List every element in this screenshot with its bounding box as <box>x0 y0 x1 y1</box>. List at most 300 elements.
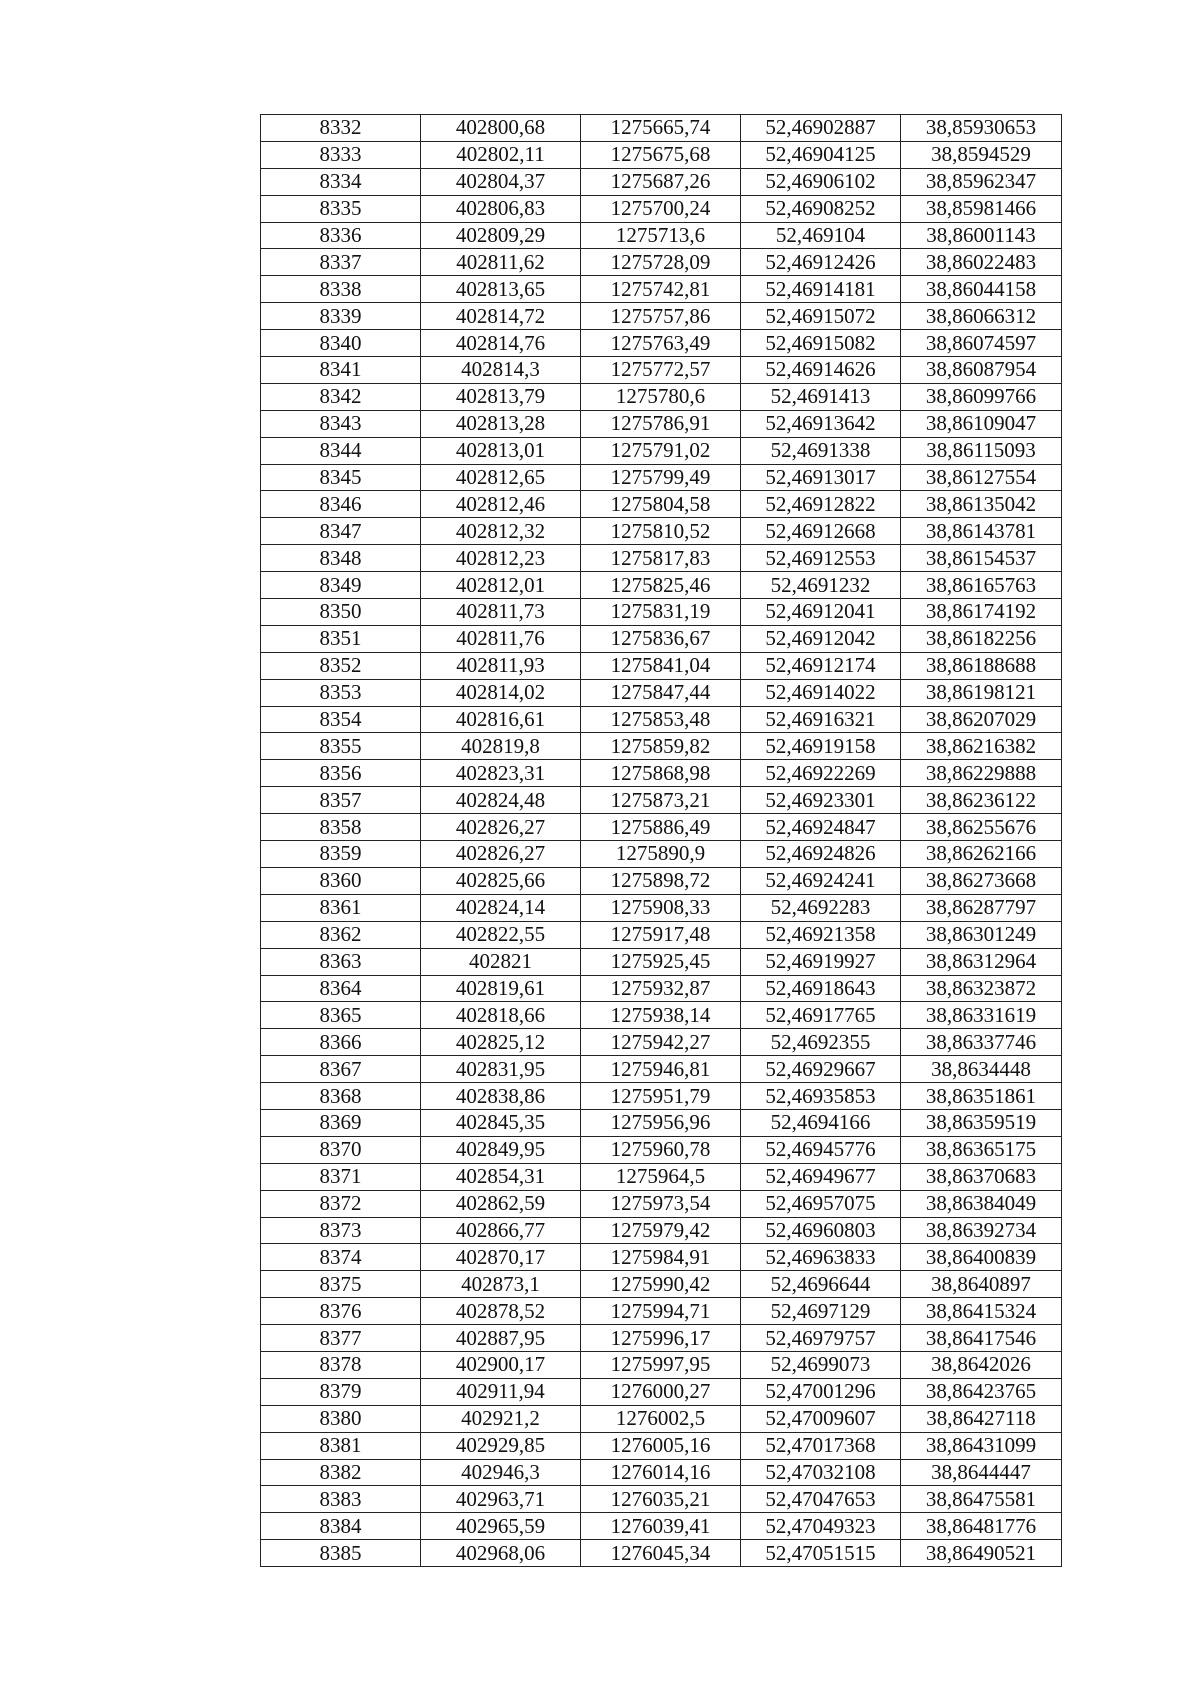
latitude-cell: 52,469104 <box>741 222 901 249</box>
latitude-cell: 52,4691232 <box>741 572 901 599</box>
point-number-cell: 8349 <box>261 572 421 599</box>
x-coordinate-cell: 402813,79 <box>421 383 581 410</box>
y-coordinate-cell: 1275772,57 <box>581 357 741 384</box>
table-row <box>261 706 1062 733</box>
point-number-cell: 8378 <box>261 1351 421 1378</box>
x-coordinate-cell: 402824,48 <box>421 787 581 814</box>
point-number-cell: 8360 <box>261 867 421 894</box>
latitude-cell: 52,46902887 <box>741 115 901 142</box>
x-coordinate-cell: 402814,3 <box>421 357 581 384</box>
y-coordinate-cell: 1276000,27 <box>581 1378 741 1405</box>
x-coordinate-cell: 402818,66 <box>421 1002 581 1029</box>
point-number-cell: 8385 <box>261 1540 421 1567</box>
x-coordinate-cell: 402963,71 <box>421 1486 581 1513</box>
longitude-cell: 38,86099766 <box>901 383 1062 410</box>
x-coordinate-cell: 402819,8 <box>421 733 581 760</box>
longitude-cell: 38,8634448 <box>901 1056 1062 1083</box>
latitude-cell: 52,46904125 <box>741 141 901 168</box>
x-coordinate-cell: 402821 <box>421 948 581 975</box>
x-coordinate-cell: 402825,66 <box>421 867 581 894</box>
y-coordinate-cell: 1276014,16 <box>581 1459 741 1486</box>
table-row <box>261 760 1062 787</box>
point-number-cell: 8356 <box>261 760 421 787</box>
longitude-cell: 38,86481776 <box>901 1513 1062 1540</box>
x-coordinate-cell: 402823,31 <box>421 760 581 787</box>
x-coordinate-cell: 402811,73 <box>421 599 581 626</box>
y-coordinate-cell: 1275853,48 <box>581 706 741 733</box>
latitude-cell: 52,46919158 <box>741 733 901 760</box>
point-number-cell: 8377 <box>261 1325 421 1352</box>
y-coordinate-cell: 1275951,79 <box>581 1083 741 1110</box>
longitude-cell: 38,86174192 <box>901 599 1062 626</box>
latitude-cell: 52,46908252 <box>741 195 901 222</box>
longitude-cell: 38,86127554 <box>901 464 1062 491</box>
latitude-cell: 52,46914022 <box>741 679 901 706</box>
latitude-cell: 52,46914181 <box>741 276 901 303</box>
longitude-cell: 38,86384049 <box>901 1190 1062 1217</box>
y-coordinate-cell: 1275825,46 <box>581 572 741 599</box>
y-coordinate-cell: 1275994,71 <box>581 1298 741 1325</box>
longitude-cell: 38,86262166 <box>901 841 1062 868</box>
y-coordinate-cell: 1276045,34 <box>581 1540 741 1567</box>
y-coordinate-cell: 1275791,02 <box>581 437 741 464</box>
latitude-cell: 52,4691413 <box>741 383 901 410</box>
point-number-cell: 8380 <box>261 1405 421 1432</box>
y-coordinate-cell: 1275841,04 <box>581 652 741 679</box>
latitude-cell: 52,4692283 <box>741 894 901 921</box>
x-coordinate-cell: 402887,95 <box>421 1325 581 1352</box>
y-coordinate-cell: 1276035,21 <box>581 1486 741 1513</box>
y-coordinate-cell: 1275956,96 <box>581 1109 741 1136</box>
longitude-cell: 38,86074597 <box>901 330 1062 357</box>
table-row <box>261 1271 1062 1298</box>
point-number-cell: 8358 <box>261 814 421 841</box>
longitude-cell: 38,86490521 <box>901 1540 1062 1567</box>
x-coordinate-cell: 402849,95 <box>421 1136 581 1163</box>
x-coordinate-cell: 402866,77 <box>421 1217 581 1244</box>
y-coordinate-cell: 1275917,48 <box>581 921 741 948</box>
x-coordinate-cell: 402813,01 <box>421 437 581 464</box>
longitude-cell: 38,85930653 <box>901 115 1062 142</box>
y-coordinate-cell: 1275984,91 <box>581 1244 741 1271</box>
latitude-cell: 52,4699073 <box>741 1351 901 1378</box>
longitude-cell: 38,8594529 <box>901 141 1062 168</box>
x-coordinate-cell: 402831,95 <box>421 1056 581 1083</box>
x-coordinate-cell: 402825,12 <box>421 1029 581 1056</box>
point-number-cell: 8335 <box>261 195 421 222</box>
table-row <box>261 1056 1062 1083</box>
y-coordinate-cell: 1276005,16 <box>581 1432 741 1459</box>
x-coordinate-cell: 402814,72 <box>421 303 581 330</box>
table-row <box>261 1163 1062 1190</box>
point-number-cell: 8334 <box>261 168 421 195</box>
latitude-cell: 52,46919927 <box>741 948 901 975</box>
y-coordinate-cell: 1275700,24 <box>581 195 741 222</box>
point-number-cell: 8366 <box>261 1029 421 1056</box>
x-coordinate-cell: 402804,37 <box>421 168 581 195</box>
point-number-cell: 8345 <box>261 464 421 491</box>
table-row <box>261 975 1062 1002</box>
table-row <box>261 1244 1062 1271</box>
y-coordinate-cell: 1276002,5 <box>581 1405 741 1432</box>
point-number-cell: 8342 <box>261 383 421 410</box>
point-number-cell: 8341 <box>261 357 421 384</box>
longitude-cell: 38,86109047 <box>901 410 1062 437</box>
table-row <box>261 599 1062 626</box>
longitude-cell: 38,86287797 <box>901 894 1062 921</box>
longitude-cell: 38,86475581 <box>901 1486 1062 1513</box>
latitude-cell: 52,46917765 <box>741 1002 901 1029</box>
x-coordinate-cell: 402854,31 <box>421 1163 581 1190</box>
point-number-cell: 8340 <box>261 330 421 357</box>
table-row <box>261 330 1062 357</box>
latitude-cell: 52,46957075 <box>741 1190 901 1217</box>
x-coordinate-cell: 402812,01 <box>421 572 581 599</box>
coordinates-table-body <box>261 115 1062 1567</box>
y-coordinate-cell: 1275847,44 <box>581 679 741 706</box>
y-coordinate-cell: 1275786,91 <box>581 410 741 437</box>
x-coordinate-cell: 402811,76 <box>421 625 581 652</box>
longitude-cell: 38,86323872 <box>901 975 1062 1002</box>
latitude-cell: 52,47009607 <box>741 1405 901 1432</box>
latitude-cell: 52,46921358 <box>741 921 901 948</box>
longitude-cell: 38,86001143 <box>901 222 1062 249</box>
longitude-cell: 38,86216382 <box>901 733 1062 760</box>
y-coordinate-cell: 1275763,49 <box>581 330 741 357</box>
longitude-cell: 38,86301249 <box>901 921 1062 948</box>
y-coordinate-cell: 1275810,52 <box>581 518 741 545</box>
table-row <box>261 1540 1062 1567</box>
x-coordinate-cell: 402813,28 <box>421 410 581 437</box>
table-row <box>261 141 1062 168</box>
y-coordinate-cell: 1275898,72 <box>581 867 741 894</box>
longitude-cell: 38,86392734 <box>901 1217 1062 1244</box>
latitude-cell: 52,46963833 <box>741 1244 901 1271</box>
latitude-cell: 52,46935853 <box>741 1083 901 1110</box>
latitude-cell: 52,46924241 <box>741 867 901 894</box>
longitude-cell: 38,86188688 <box>901 652 1062 679</box>
table-row <box>261 625 1062 652</box>
table-row <box>261 733 1062 760</box>
table-row <box>261 867 1062 894</box>
table-row <box>261 1029 1062 1056</box>
point-number-cell: 8352 <box>261 652 421 679</box>
table-row <box>261 222 1062 249</box>
x-coordinate-cell: 402845,35 <box>421 1109 581 1136</box>
table-row <box>261 1002 1062 1029</box>
x-coordinate-cell: 402812,65 <box>421 464 581 491</box>
longitude-cell: 38,86087954 <box>901 357 1062 384</box>
point-number-cell: 8354 <box>261 706 421 733</box>
table-row <box>261 276 1062 303</box>
latitude-cell: 52,46913017 <box>741 464 901 491</box>
latitude-cell: 52,46912553 <box>741 545 901 572</box>
table-row <box>261 545 1062 572</box>
point-number-cell: 8355 <box>261 733 421 760</box>
latitude-cell: 52,46912174 <box>741 652 901 679</box>
latitude-cell: 52,47001296 <box>741 1378 901 1405</box>
latitude-cell: 52,46945776 <box>741 1136 901 1163</box>
longitude-cell: 38,86022483 <box>901 249 1062 276</box>
latitude-cell: 52,46912426 <box>741 249 901 276</box>
latitude-cell: 52,47047653 <box>741 1486 901 1513</box>
latitude-cell: 52,47032108 <box>741 1459 901 1486</box>
table-row <box>261 357 1062 384</box>
latitude-cell: 52,46924847 <box>741 814 901 841</box>
table-row <box>261 464 1062 491</box>
point-number-cell: 8333 <box>261 141 421 168</box>
x-coordinate-cell: 402819,61 <box>421 975 581 1002</box>
point-number-cell: 8374 <box>261 1244 421 1271</box>
y-coordinate-cell: 1275742,81 <box>581 276 741 303</box>
x-coordinate-cell: 402968,06 <box>421 1540 581 1567</box>
latitude-cell: 52,46979757 <box>741 1325 901 1352</box>
latitude-cell: 52,46914626 <box>741 357 901 384</box>
x-coordinate-cell: 402921,2 <box>421 1405 581 1432</box>
point-number-cell: 8339 <box>261 303 421 330</box>
x-coordinate-cell: 402814,76 <box>421 330 581 357</box>
y-coordinate-cell: 1275687,26 <box>581 168 741 195</box>
longitude-cell: 38,86427118 <box>901 1405 1062 1432</box>
x-coordinate-cell: 402838,86 <box>421 1083 581 1110</box>
y-coordinate-cell: 1275908,33 <box>581 894 741 921</box>
point-number-cell: 8371 <box>261 1163 421 1190</box>
point-number-cell: 8383 <box>261 1486 421 1513</box>
longitude-cell: 38,86365175 <box>901 1136 1062 1163</box>
point-number-cell: 8362 <box>261 921 421 948</box>
y-coordinate-cell: 1275713,6 <box>581 222 741 249</box>
point-number-cell: 8357 <box>261 787 421 814</box>
y-coordinate-cell: 1275997,95 <box>581 1351 741 1378</box>
y-coordinate-cell: 1275942,27 <box>581 1029 741 1056</box>
longitude-cell: 38,86198121 <box>901 679 1062 706</box>
point-number-cell: 8369 <box>261 1109 421 1136</box>
longitude-cell: 38,86331619 <box>901 1002 1062 1029</box>
longitude-cell: 38,86273668 <box>901 867 1062 894</box>
y-coordinate-cell: 1275817,83 <box>581 545 741 572</box>
table-row <box>261 1351 1062 1378</box>
point-number-cell: 8373 <box>261 1217 421 1244</box>
point-number-cell: 8350 <box>261 599 421 626</box>
point-number-cell: 8337 <box>261 249 421 276</box>
x-coordinate-cell: 402811,93 <box>421 652 581 679</box>
x-coordinate-cell: 402878,52 <box>421 1298 581 1325</box>
longitude-cell: 38,86044158 <box>901 276 1062 303</box>
x-coordinate-cell: 402826,27 <box>421 841 581 868</box>
longitude-cell: 38,86229888 <box>901 760 1062 787</box>
x-coordinate-cell: 402812,32 <box>421 518 581 545</box>
y-coordinate-cell: 1275831,19 <box>581 599 741 626</box>
table-row <box>261 921 1062 948</box>
x-coordinate-cell: 402814,02 <box>421 679 581 706</box>
y-coordinate-cell: 1275979,42 <box>581 1217 741 1244</box>
y-coordinate-cell: 1275780,6 <box>581 383 741 410</box>
x-coordinate-cell: 402806,83 <box>421 195 581 222</box>
x-coordinate-cell: 402812,23 <box>421 545 581 572</box>
y-coordinate-cell: 1275859,82 <box>581 733 741 760</box>
latitude-cell: 52,47017368 <box>741 1432 901 1459</box>
point-number-cell: 8332 <box>261 115 421 142</box>
point-number-cell: 8381 <box>261 1432 421 1459</box>
y-coordinate-cell: 1275932,87 <box>581 975 741 1002</box>
table-row <box>261 1432 1062 1459</box>
y-coordinate-cell: 1275964,5 <box>581 1163 741 1190</box>
longitude-cell: 38,86423765 <box>901 1378 1062 1405</box>
longitude-cell: 38,86066312 <box>901 303 1062 330</box>
longitude-cell: 38,86236122 <box>901 787 1062 814</box>
y-coordinate-cell: 1275836,67 <box>581 625 741 652</box>
latitude-cell: 52,46949677 <box>741 1163 901 1190</box>
x-coordinate-cell: 402946,3 <box>421 1459 581 1486</box>
latitude-cell: 52,46916321 <box>741 706 901 733</box>
longitude-cell: 38,85981466 <box>901 195 1062 222</box>
table-row <box>261 437 1062 464</box>
x-coordinate-cell: 402813,65 <box>421 276 581 303</box>
point-number-cell: 8379 <box>261 1378 421 1405</box>
point-number-cell: 8375 <box>261 1271 421 1298</box>
table-row <box>261 1459 1062 1486</box>
table-row <box>261 948 1062 975</box>
point-number-cell: 8364 <box>261 975 421 1002</box>
point-number-cell: 8336 <box>261 222 421 249</box>
x-coordinate-cell: 402812,46 <box>421 491 581 518</box>
y-coordinate-cell: 1275990,42 <box>581 1271 741 1298</box>
longitude-cell: 38,8642026 <box>901 1351 1062 1378</box>
point-number-cell: 8361 <box>261 894 421 921</box>
latitude-cell: 52,46918643 <box>741 975 901 1002</box>
x-coordinate-cell: 402816,61 <box>421 706 581 733</box>
y-coordinate-cell: 1275868,98 <box>581 760 741 787</box>
table-row <box>261 787 1062 814</box>
longitude-cell: 38,86337746 <box>901 1029 1062 1056</box>
x-coordinate-cell: 402870,17 <box>421 1244 581 1271</box>
table-row <box>261 303 1062 330</box>
latitude-cell: 52,47051515 <box>741 1540 901 1567</box>
y-coordinate-cell: 1275973,54 <box>581 1190 741 1217</box>
x-coordinate-cell: 402900,17 <box>421 1351 581 1378</box>
point-number-cell: 8365 <box>261 1002 421 1029</box>
y-coordinate-cell: 1276039,41 <box>581 1513 741 1540</box>
y-coordinate-cell: 1275728,09 <box>581 249 741 276</box>
latitude-cell: 52,46912041 <box>741 599 901 626</box>
latitude-cell: 52,46912822 <box>741 491 901 518</box>
table-row <box>261 1109 1062 1136</box>
point-number-cell: 8359 <box>261 841 421 868</box>
point-number-cell: 8347 <box>261 518 421 545</box>
x-coordinate-cell: 402826,27 <box>421 814 581 841</box>
latitude-cell: 52,4694166 <box>741 1109 901 1136</box>
x-coordinate-cell: 402822,55 <box>421 921 581 948</box>
longitude-cell: 38,86115093 <box>901 437 1062 464</box>
y-coordinate-cell: 1275665,74 <box>581 115 741 142</box>
point-number-cell: 8384 <box>261 1513 421 1540</box>
latitude-cell: 52,46915072 <box>741 303 901 330</box>
point-number-cell: 8367 <box>261 1056 421 1083</box>
x-coordinate-cell: 402862,59 <box>421 1190 581 1217</box>
latitude-cell: 52,46929667 <box>741 1056 901 1083</box>
table-row <box>261 894 1062 921</box>
point-number-cell: 8346 <box>261 491 421 518</box>
table-row <box>261 1325 1062 1352</box>
point-number-cell: 8344 <box>261 437 421 464</box>
table-row <box>261 841 1062 868</box>
x-coordinate-cell: 402811,62 <box>421 249 581 276</box>
x-coordinate-cell: 402824,14 <box>421 894 581 921</box>
point-number-cell: 8370 <box>261 1136 421 1163</box>
x-coordinate-cell: 402873,1 <box>421 1271 581 1298</box>
latitude-cell: 52,4692355 <box>741 1029 901 1056</box>
table-row <box>261 410 1062 437</box>
point-number-cell: 8382 <box>261 1459 421 1486</box>
longitude-cell: 38,8644447 <box>901 1459 1062 1486</box>
table-row <box>261 249 1062 276</box>
point-number-cell: 8351 <box>261 625 421 652</box>
latitude-cell: 52,46923301 <box>741 787 901 814</box>
table-row <box>261 383 1062 410</box>
table-row <box>261 1513 1062 1540</box>
longitude-cell: 38,86165763 <box>901 572 1062 599</box>
longitude-cell: 38,86154537 <box>901 545 1062 572</box>
longitude-cell: 38,86143781 <box>901 518 1062 545</box>
point-number-cell: 8348 <box>261 545 421 572</box>
y-coordinate-cell: 1275675,68 <box>581 141 741 168</box>
latitude-cell: 52,4691338 <box>741 437 901 464</box>
y-coordinate-cell: 1275946,81 <box>581 1056 741 1083</box>
latitude-cell: 52,46913642 <box>741 410 901 437</box>
y-coordinate-cell: 1275799,49 <box>581 464 741 491</box>
table-row <box>261 518 1062 545</box>
table-row <box>261 679 1062 706</box>
y-coordinate-cell: 1275890,9 <box>581 841 741 868</box>
longitude-cell: 38,86312964 <box>901 948 1062 975</box>
table-row <box>261 195 1062 222</box>
x-coordinate-cell: 402800,68 <box>421 115 581 142</box>
latitude-cell: 52,4697129 <box>741 1298 901 1325</box>
point-number-cell: 8363 <box>261 948 421 975</box>
x-coordinate-cell: 402965,59 <box>421 1513 581 1540</box>
table-row <box>261 652 1062 679</box>
table-row <box>261 1083 1062 1110</box>
longitude-cell: 38,86135042 <box>901 491 1062 518</box>
longitude-cell: 38,86415324 <box>901 1298 1062 1325</box>
latitude-cell: 52,46915082 <box>741 330 901 357</box>
longitude-cell: 38,86351861 <box>901 1083 1062 1110</box>
y-coordinate-cell: 1275804,58 <box>581 491 741 518</box>
latitude-cell: 52,47049323 <box>741 1513 901 1540</box>
longitude-cell: 38,85962347 <box>901 168 1062 195</box>
point-number-cell: 8368 <box>261 1083 421 1110</box>
latitude-cell: 52,46912668 <box>741 518 901 545</box>
point-number-cell: 8372 <box>261 1190 421 1217</box>
longitude-cell: 38,86417546 <box>901 1325 1062 1352</box>
table-row <box>261 115 1062 142</box>
x-coordinate-cell: 402929,85 <box>421 1432 581 1459</box>
table-row <box>261 814 1062 841</box>
x-coordinate-cell: 402809,29 <box>421 222 581 249</box>
y-coordinate-cell: 1275925,45 <box>581 948 741 975</box>
table-row <box>261 491 1062 518</box>
latitude-cell: 52,46924826 <box>741 841 901 868</box>
latitude-cell: 52,46906102 <box>741 168 901 195</box>
point-number-cell: 8343 <box>261 410 421 437</box>
table-row <box>261 1378 1062 1405</box>
coordinates-table <box>260 114 1062 1567</box>
latitude-cell: 52,4696644 <box>741 1271 901 1298</box>
y-coordinate-cell: 1275886,49 <box>581 814 741 841</box>
longitude-cell: 38,86370683 <box>901 1163 1062 1190</box>
y-coordinate-cell: 1275873,21 <box>581 787 741 814</box>
y-coordinate-cell: 1275960,78 <box>581 1136 741 1163</box>
